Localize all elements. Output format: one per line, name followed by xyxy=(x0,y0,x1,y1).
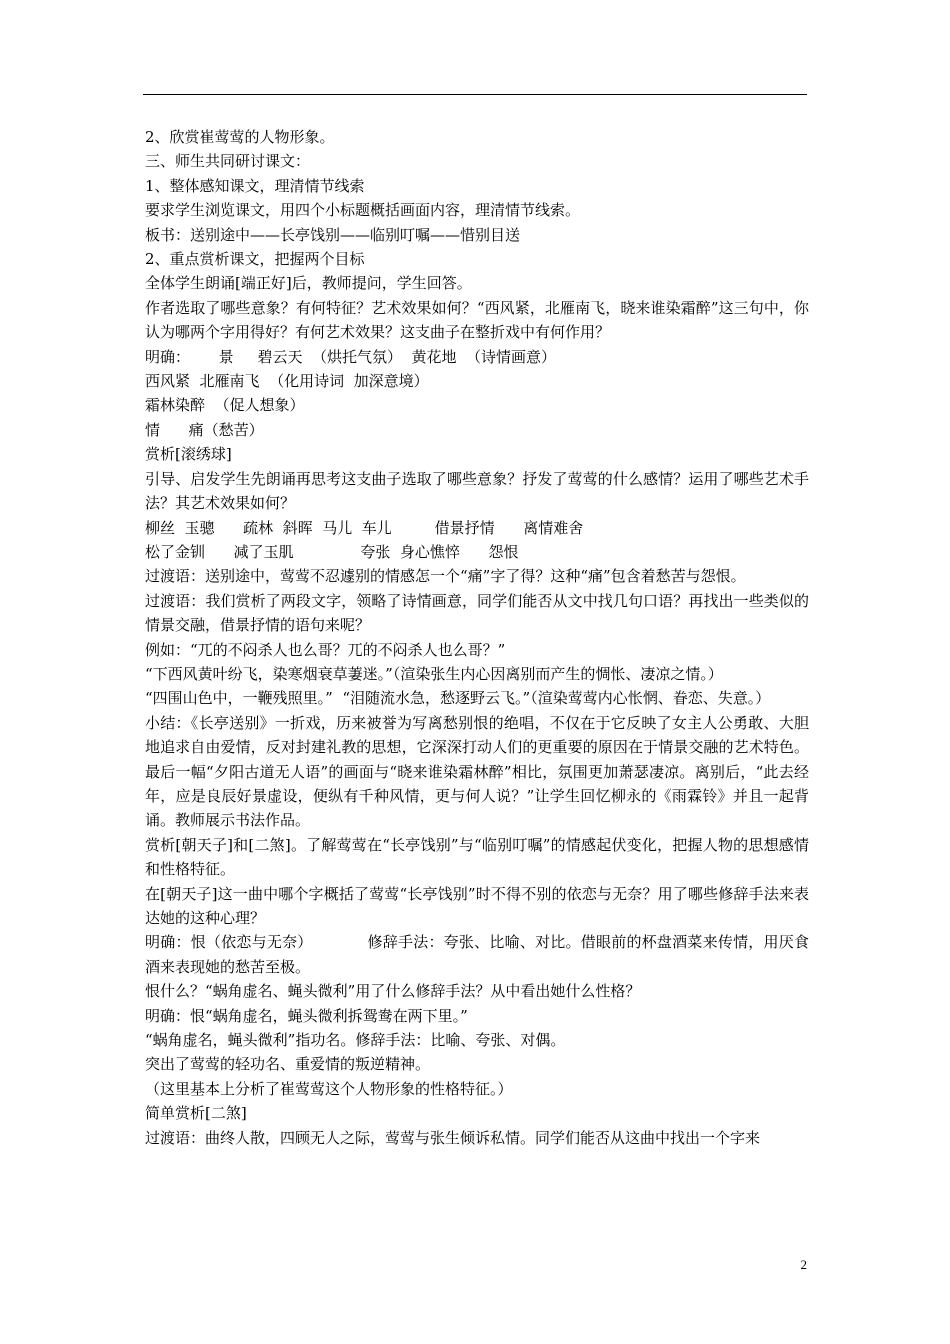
paragraph: 情 痛（愁苦） xyxy=(145,420,264,439)
paragraph: 西风紧 北雁南飞 （化用诗词 加深意境） xyxy=(145,372,429,391)
paragraph: 小结：《长亭送别》一折戏，历来被誉为写离愁别恨的绝唱，不仅在于它反映了女主人公勇敢、大胆地追求自由爱情，反对封建礼教的思想，它深深打动人们的更重要的原因在于情景交融的艺术特色。最后一幅“夕阳古道无人语”的画面与“晓来谁染霜林醉”相比，氛围更加萧瑟凄凉。离别后，“此去经年，应是良辰好景虚设，便纵有千种风情，更与何人说？”让学生回忆柳永的《雨霖铃》并且一起背诵。教师展示书法作品。 xyxy=(145,713,809,830)
paragraph: （这里基本上分析了崔莺莺这个人物形象的性格特征。） xyxy=(145,1079,513,1098)
paragraph: “下西风黄叶纷飞，染寒烟衰草萋迷。”（渲染张生内心因离别而产生的惆怅、凄凉之情。） xyxy=(145,664,723,683)
paragraph: 松了金钏 减了玉肌 夸张 身心憔悴 怨恨 xyxy=(145,542,519,561)
paragraph: 例如：“兀的不闷杀人也么哥？兀的不闷杀人也么哥？” xyxy=(145,640,506,659)
paragraph: 霜林染醉 （促人想象） xyxy=(145,396,305,415)
paragraph: 赏析[朝天子]和[二煞]。了解莺莺在“长亭饯别”与“临别叮嘱”的情感起伏变化，把握人物的思想感情和性格特征。 xyxy=(145,835,809,879)
paragraph: 柳丝 玉骢 疏林 斜晖 马儿 车儿 借景抒情 离情难舍 xyxy=(145,518,584,537)
paragraph: 1、整体感知课文，理清情节线索 xyxy=(145,176,365,195)
paragraph: 过渡语：我们赏析了两段文字，领略了诗情画意，同学们能否从文中找几句口语？再找出一些类似的情景交融，借景抒情的语句来呢？ xyxy=(145,591,809,635)
paragraph: 全体学生朗诵[端正好]后，教师提问，学生回答。 xyxy=(145,274,472,293)
paragraph: 引导、启发学生先朗诵再思考这支曲子选取了哪些意象？抒发了莺莺的什么感情？运用了哪些艺术手法？其艺术效果如何？ xyxy=(145,469,809,513)
paragraph: 恨什么？“蜗角虚名、蝇头微利”用了什么修辞手法？从中看出她什么性格？ xyxy=(145,982,641,1001)
page-number: 2 xyxy=(800,1257,807,1272)
paragraph: 明确：恨“蜗角虚名，蝇头微利拆鸳鸯在两下里。” xyxy=(145,1006,468,1025)
paragraph: 简单赏析[二煞] xyxy=(145,1104,247,1123)
paragraph: 突出了莺莺的轻功名、重爱情的叛逆精神。 xyxy=(145,1055,431,1074)
paragraph: 作者选取了哪些意象？有何特征？艺术效果如何？“西风紧，北雁南飞，晓来谁染霜醉”这三句中，你认为哪两个字用得好？有何艺术效果？这支曲子在整折戏中有何作用？ xyxy=(145,298,809,342)
paragraph: 过渡语：曲终人散，四顾无人之际，莺莺与张生倾诉私情。同学们能否从这曲中找出一个字来 xyxy=(145,1128,761,1147)
paragraph: 明确：恨（依恋与无奈） 修辞手法：夸张、比喻、对比。借眼前的杯盘酒菜来传情，用厌食酒来表现她的愁苦至极。 xyxy=(145,933,809,976)
paragraph: 过渡语：送别途中，莺莺不忍遽别的情感怎一个“痛”字了得？这种“痛”包含着愁苦与怨恨。 xyxy=(145,567,746,586)
header-rule xyxy=(143,94,807,95)
paragraph: 赏析[滚绣球] xyxy=(145,445,232,464)
paragraph: 在[朝天子]这一曲中哪个字概括了莺莺“长亭饯别”时不得不别的依恋与无奈？用了哪些修辞手法来表达她的这种心理？ xyxy=(145,884,809,927)
paragraph: 板书：送别途中——长亭饯别——临别叮嘱——惜别目送 xyxy=(145,225,521,244)
paragraph: 要求学生浏览课文，用四个小标题概括画面内容，理清情节线索。 xyxy=(145,201,581,220)
paragraph: “四围山色中，一鞭残照里。” “泪随流水急，愁逐野云飞。”（渲染莺莺内心怅惘、眷恋、失意。） xyxy=(145,689,771,708)
paragraph: 三、师生共同研讨课文： xyxy=(145,152,311,171)
paragraph: 2、重点赏析课文，把握两个目标 xyxy=(145,250,365,269)
paragraph: 2、欣赏崔莺莺的人物形象。 xyxy=(145,128,335,146)
paragraph: 明确： 景 碧云天 （烘托气氛） 黄花地 （诗情画意） xyxy=(145,347,557,366)
document-body xyxy=(145,125,809,1150)
paragraph: “蜗角虚名，蝇头微利”指功名。修辞手法：比喻、夸张、对偶。 xyxy=(145,1031,566,1050)
